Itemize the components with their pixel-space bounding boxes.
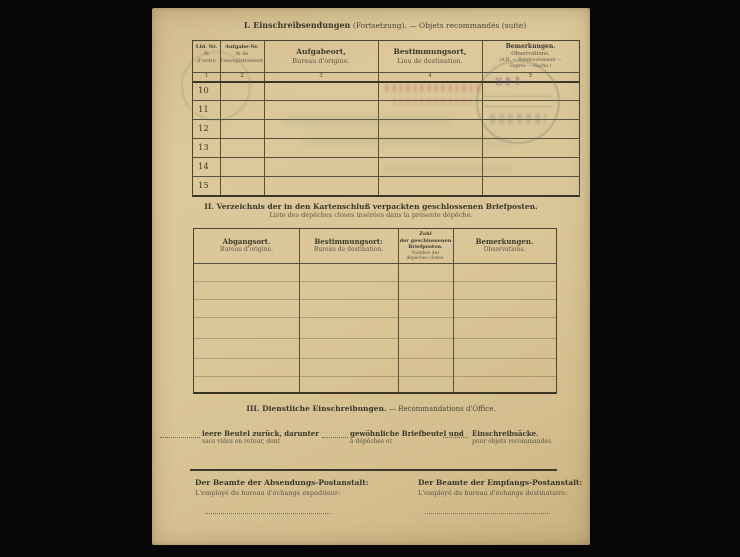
table2-col-bemerkungen-header: Bemerkungen. Observations. (475, 237, 534, 254)
receiving-office-signature-block: Der Beamte der Empfangs-Postanstalt: L'employé du bureau d'échange destinataire: (418, 478, 583, 497)
letter-bill-form-page (152, 8, 590, 545)
bags-segment-2: gewöhnliche Briefbeutel und à dépêches et (350, 429, 464, 445)
bleedthrough-smudge (382, 166, 512, 173)
bags-segment-3: Einschreibsäcke. pour objets recommandés. (472, 429, 553, 445)
section1-title (166, 20, 604, 30)
table1-col-bemerkungen-header: Bemerkungen. Observations. (A.R. — Remboursement — Exprès — Nachn.) (499, 43, 562, 69)
bleedthrough-smudge (282, 116, 452, 125)
postmark-chord-line (484, 96, 552, 97)
table1-row-number: 12 (198, 124, 209, 134)
signature-dotted-line-left (205, 512, 330, 514)
postmark-circle-left-icon (181, 51, 251, 121)
stamp-offset-text-trace (392, 98, 472, 105)
empty-bags-line (152, 429, 590, 449)
section2-title (152, 202, 590, 220)
table1-colnum-3: 3 (319, 73, 323, 79)
table1-col-lfd-nr-header: Lfd. Nr. № d'ordre (195, 44, 218, 64)
table2-col-bestimmungsort-header: Bestimmungsort: Bureau de destination. (313, 237, 384, 254)
table1-row-line (193, 176, 579, 177)
table1-row-number: 14 (198, 162, 209, 172)
section2-title-german: II. Verzeichnis der in den Kartenschluß verpackten geschlossenen Briefposten. (204, 202, 538, 211)
table1-col-bestimmungsort-header: Bestimmungsort, Lieu de destination. (393, 47, 467, 66)
table1-colnum-5: 5 (528, 73, 533, 79)
table2-row-line (194, 317, 556, 318)
postmark-circle-right-icon (476, 60, 560, 144)
dispatching-office-signature-block: Der Beamte der Absendungs-Postanstalt: L'employé du bureau d'échange expéditeur: (195, 478, 369, 497)
table1-col-aufgabe-nr-header: Aufgabe-Nr. № de l'enregistrement (220, 44, 264, 64)
section2-title-french: Liste des dépêches closes insérées dans la présente dépêche. (269, 211, 473, 220)
table1-colnum-1: 1 (204, 73, 209, 79)
table1-row-number: 13 (198, 143, 209, 153)
postmark-chord-line (484, 106, 552, 107)
table2-row-line (194, 376, 556, 377)
table1-colnum-2: 2 (240, 73, 244, 79)
table2-row-line (194, 338, 556, 339)
bags-segment-1: leere Beutel zurück, darunter sacs vides en retour, dont (202, 429, 319, 445)
section3-title-french: — Recommandations d'Office. (388, 405, 496, 413)
footer-separator-rule (190, 469, 557, 471)
table2-col-zahl-header: Zahl der geschlossenen Briefposten. Nombre des dépêches closes. (399, 231, 452, 262)
section1-title-german: I. Einschreibsendungen (243, 20, 351, 30)
table1-row-number: 10 (198, 86, 209, 96)
fill-in-blank (160, 429, 200, 438)
bleedthrough-smudge (302, 138, 512, 145)
fill-in-blank (322, 429, 348, 438)
table1-row-number: 11 (198, 105, 209, 115)
table2-row-line (194, 281, 556, 282)
table2-header-underline (194, 263, 556, 264)
stamp-offset-text-trace (385, 84, 480, 92)
table1-col-aufgabeort-header: Aufgabeort, Bureau d'origine. (292, 47, 350, 66)
table1-row-line (193, 157, 579, 158)
fill-in-blank (443, 429, 468, 438)
signature-dotted-line-right (425, 512, 550, 514)
postmark-wavy-lines (490, 114, 546, 124)
table1-row-number: 15 (198, 181, 209, 191)
table2-col-abgangsort-header: Abgangsort. Bureau d'origine. (219, 237, 273, 254)
stamp-numeral-mark: 448 (492, 74, 523, 89)
table2-row-line (194, 358, 556, 359)
table1-colnum-4: 4 (428, 73, 432, 79)
section3-title-german: III. Dienstliche Einschreibungen. (246, 404, 387, 413)
section3-title (152, 404, 590, 413)
section1-title-french: (Fortsetzung). — Objets recommandés (suite) (352, 21, 527, 30)
closed-mails-table (193, 228, 557, 394)
table2-row-line (194, 299, 556, 300)
